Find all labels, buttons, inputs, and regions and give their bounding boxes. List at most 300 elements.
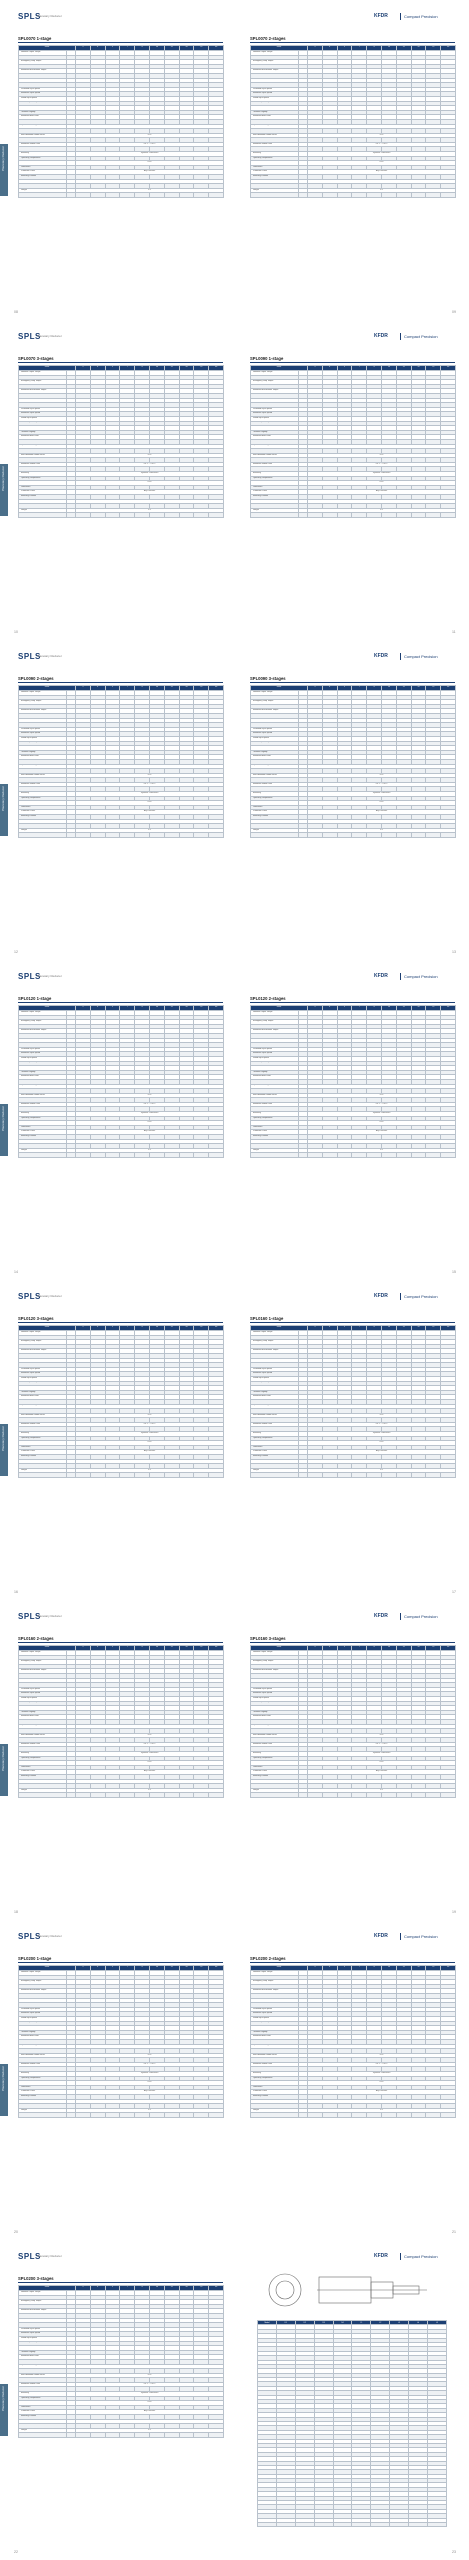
value-cell <box>396 193 411 198</box>
row-label <box>19 193 67 198</box>
row-label: Emergency Stop Torque <box>251 1020 299 1025</box>
row-label: Maximum Radial Load <box>19 1422 67 1427</box>
company-logo <box>374 332 458 341</box>
row-label: Maximum Input Speed <box>19 1052 67 1057</box>
row-label: Maximum Acceleration Torque <box>19 1989 67 1994</box>
value-cell <box>337 1473 352 1478</box>
value-cell <box>337 1153 352 1158</box>
value-cell <box>120 2113 135 2118</box>
row-label: Mounting Position <box>19 495 67 500</box>
span-value-cell: Synthetic Lubrication <box>308 472 456 477</box>
span-value-cell: 0.9 <box>308 188 456 193</box>
value-cell <box>352 1793 367 1798</box>
span-value-cell: -10°C ~ +90°C <box>308 1742 456 1747</box>
row-label: Torsional Rigidity <box>251 2030 299 2035</box>
span-value-cell: Any Direction <box>76 1130 224 1135</box>
row-label: Torsional Rigidity <box>19 1710 67 1715</box>
row-label: Max. Allowable Radial Force <box>19 1093 67 1098</box>
title-rule <box>250 1002 455 1003</box>
row-label: Max. Allowable Radial Force <box>251 1413 299 1418</box>
row-label: Rated Input Speed <box>19 736 67 741</box>
value-cell <box>120 1473 135 1478</box>
span-value-cell: 95% <box>76 1733 224 1738</box>
value-cell <box>164 1473 179 1478</box>
span-value-cell: 95% <box>76 133 224 138</box>
side-tab <box>0 464 8 516</box>
row-label: Protection Class <box>19 2090 67 2095</box>
value-cell <box>352 1153 367 1158</box>
span-value-cell: ≤ 65 <box>308 819 456 824</box>
ratio-header-cell: 8 <box>135 1646 150 1651</box>
catalog-spread <box>0 1610 469 1930</box>
row-label: Permitted Input Speed <box>251 2007 299 2012</box>
row-label: Lubrication <box>19 1125 67 1130</box>
span-value-cell: 0.9 <box>76 508 224 513</box>
span-value-cell: 100 <box>308 1724 456 1729</box>
logo-mark: KFDR <box>374 1613 388 1619</box>
row-label: Operating Temperature <box>19 796 67 801</box>
value-cell <box>396 833 411 838</box>
row-label: Maximum Input Speed <box>19 412 67 417</box>
header-cell: Ratio <box>251 366 308 371</box>
ratio-header-cell: 30 <box>209 1646 224 1651</box>
value-cell <box>135 2113 150 2118</box>
row-label <box>19 513 67 518</box>
row-label: Torsional Rigidity <box>251 1390 299 1395</box>
ratio-header-cell: 4 <box>90 1326 105 1331</box>
row-label: Efficiency <box>19 152 67 157</box>
brand-subtitle: Planetary Reducer <box>37 1614 62 1618</box>
value-cell <box>411 513 426 518</box>
value-cell <box>179 833 194 838</box>
brand-title: SPLS <box>18 1292 41 1301</box>
table-row <box>19 1793 224 1798</box>
row-label: Efficiency <box>19 1432 67 1437</box>
header-cell: Ratio <box>251 46 308 51</box>
ratio-header-cell: 4 <box>322 1646 337 1651</box>
row-label: Permitted Input Speed <box>19 1687 67 1692</box>
row-label: Protection Class <box>19 810 67 815</box>
row-label: Rated Output Torque <box>19 1061 67 1066</box>
span-value-cell: Synthetic Lubrication <box>308 1112 456 1117</box>
row-label: Input Side Bearing <box>251 2044 299 2049</box>
ratio-header-cell: 7 <box>120 686 135 691</box>
row-label: Efficiency <box>251 472 299 477</box>
row-label: Noise Level <box>19 1779 67 1784</box>
spec-table <box>250 1005 456 1158</box>
row-label <box>251 193 299 198</box>
span-value-cell: ≤ 65 <box>308 179 456 184</box>
ratio-header-cell: 25 <box>426 1646 441 1651</box>
spec-table <box>250 1965 456 2118</box>
brand-subtitle: Planetary Reducer <box>37 14 62 18</box>
header-cell: Ratio <box>251 1966 308 1971</box>
row-label: Torsional Rigidity <box>251 430 299 435</box>
ratio-header-cell: 15 <box>396 1966 411 1971</box>
row-label: Input Side Bearing <box>251 444 299 449</box>
logo-mark: KFDR <box>374 13 388 19</box>
spec-table <box>18 685 224 838</box>
table-row <box>19 2113 224 2118</box>
value-cell <box>90 1473 105 1478</box>
brand-subtitle: Planetary Reducer <box>37 654 62 658</box>
row-label: Maximum Acceleration Torque <box>251 709 299 714</box>
row-label: Rated Input Speed <box>19 96 67 101</box>
row-label: Input Side Bearing <box>251 124 299 129</box>
span-value-cell: Synthetic Lubrication <box>308 152 456 157</box>
row-label: Noise Level <box>251 179 299 184</box>
value-cell <box>322 1153 337 1158</box>
row-label: Maximum Input Speed <box>251 1052 299 1057</box>
panel-title: SPL0070 2-stages <box>250 36 286 41</box>
ratio-header-cell: 15 <box>164 1006 179 1011</box>
row-label: Maximum Input Speed <box>251 1372 299 1377</box>
unit-cell <box>67 1153 76 1158</box>
row-label: Operating Temperature <box>19 156 67 161</box>
value-cell <box>308 1473 323 1478</box>
ratio-header-cell: 4 <box>322 366 337 371</box>
value-cell <box>120 1153 135 1158</box>
value-cell <box>352 193 367 198</box>
span-value-cell: ≤ 65 <box>308 1459 456 1464</box>
ratio-header-cell: 4 <box>322 1326 337 1331</box>
spec-panel-left <box>18 1636 223 1866</box>
span-value-cell: 95% <box>308 453 456 458</box>
row-label: Rated Input Speed <box>251 1056 299 1061</box>
unit-cell <box>299 1473 308 1478</box>
span-value-cell: ≤ 65 <box>76 1139 224 1144</box>
value-cell <box>396 1153 411 1158</box>
ratio-header-cell: 5 <box>105 686 120 691</box>
row-label: Nominal Output Torque <box>251 1331 299 1336</box>
row-label: Weight <box>19 1148 67 1153</box>
row-label: Torsional Rigidity <box>251 110 299 115</box>
ratio-header-cell: 10 <box>382 1646 397 1651</box>
span-value-cell: Synthetic Lubrication <box>308 1752 456 1757</box>
value-cell <box>135 1793 150 1798</box>
value-cell <box>441 1793 456 1798</box>
ratio-header-cell: 8 <box>135 686 150 691</box>
row-label: Permitted Input Speed <box>19 87 67 92</box>
page-number: 08 <box>14 310 18 314</box>
ratio-header-cell: 15 <box>396 1646 411 1651</box>
spec-table <box>250 365 456 518</box>
page-number: 20 <box>14 2230 18 2234</box>
value-cell <box>352 1473 367 1478</box>
value-cell <box>367 513 382 518</box>
value-cell <box>382 1793 397 1798</box>
row-label: Maximum Radial Load <box>251 462 299 467</box>
span-value-cell: 100 <box>308 764 456 769</box>
row-label: Maximum Axial Load <box>19 1395 67 1400</box>
row-label: Rated Output Torque <box>251 1061 299 1066</box>
spec-table <box>250 1325 456 1478</box>
panel-title: SPL0120 1-stage <box>18 996 52 1001</box>
value-cell <box>150 193 165 198</box>
span-value-cell: IP65 <box>308 801 456 806</box>
span-value-cell: -10°C ~ +90°C <box>76 142 224 147</box>
value-cell <box>90 1793 105 1798</box>
span-value-cell: Any Direction <box>76 810 224 815</box>
spec-panel-right <box>250 1636 455 1866</box>
value-cell <box>76 513 91 518</box>
row-label <box>251 1793 299 1798</box>
ratio-header-cell: 4 <box>90 686 105 691</box>
row-label: Rated Input Speed <box>19 1056 67 1061</box>
span-value-cell: Synthetic Lubrication <box>76 1112 224 1117</box>
span-value-cell: ≤ 65 <box>308 1139 456 1144</box>
panel-title: SPL0090 3-stages <box>250 676 286 681</box>
span-value-cell: ≤ 65 <box>76 1779 224 1784</box>
row-label: Maximum Acceleration Torque <box>251 1029 299 1034</box>
value-cell <box>396 513 411 518</box>
value-cell <box>179 1793 194 1798</box>
row-label: Maximum Acceleration Torque <box>251 1669 299 1674</box>
logo-tagline: Compact Precision <box>404 1293 438 1299</box>
value-cell <box>90 833 105 838</box>
unit-cell <box>67 2113 76 2118</box>
table-row <box>251 193 456 198</box>
row-label: Max. Allowable Radial Force <box>19 453 67 458</box>
table-row <box>19 1473 224 1478</box>
value-cell <box>194 193 209 198</box>
span-value-cell: 95% <box>308 133 456 138</box>
row-label <box>19 1473 67 1478</box>
row-label: Weight <box>19 2108 67 2113</box>
value-cell <box>441 1473 456 1478</box>
row-label: Operating Temperature <box>251 1116 299 1121</box>
side-tab-label: Planetary Reducer <box>1 2066 5 2091</box>
value-cell <box>322 833 337 838</box>
ratio-header-cell: 5 <box>337 1326 352 1331</box>
value-cell <box>164 193 179 198</box>
row-label: Torsional Rigidity <box>251 750 299 755</box>
row-label: Rated Input Speed <box>19 1696 67 1701</box>
span-value-cell: ≤ 65 <box>76 1459 224 1464</box>
row-label: Permitted Input Speed <box>19 407 67 412</box>
row-label: Emergency Stop Torque <box>19 1660 67 1665</box>
company-logo <box>374 1292 458 1301</box>
row-label: Mounting Position <box>251 1455 299 1460</box>
row-label: Efficiency <box>251 152 299 157</box>
row-label: Lubrication <box>251 165 299 170</box>
logo-mark: KFDR <box>374 1293 388 1299</box>
value-cell <box>441 513 456 518</box>
table-row <box>19 1153 224 1158</box>
span-value-cell: -10°C ~ +90°C <box>76 782 224 787</box>
row-label: Backlash <box>19 78 67 83</box>
row-label: Mounting Position <box>19 2095 67 2100</box>
row-label: Rated Output Torque <box>251 421 299 426</box>
panel-title: SPL0160 2-stages <box>18 1636 54 1641</box>
ratio-header-cell: 5 <box>337 686 352 691</box>
span-value-cell: Synthetic Lubrication <box>308 792 456 797</box>
ratio-header-cell: 5 <box>105 1326 120 1331</box>
value-cell <box>426 1473 441 1478</box>
value-cell <box>105 513 120 518</box>
row-label: Noise Level <box>19 819 67 824</box>
span-value-cell: Any Direction <box>308 1770 456 1775</box>
row-label: Nominal Output Torque <box>19 1651 67 1656</box>
page-header <box>18 1930 458 1944</box>
row-label: Max. Allowable Radial Force <box>251 773 299 778</box>
ratio-header-cell: 7 <box>352 686 367 691</box>
value-cell <box>120 1793 135 1798</box>
row-label: Maximum Input Speed <box>19 1692 67 1697</box>
spec-table <box>18 1325 224 1478</box>
ratio-header-cell: 30 <box>209 1006 224 1011</box>
ratio-header-cell: 30 <box>441 366 456 371</box>
spec-table <box>18 1005 224 1158</box>
logo-divider <box>400 1613 401 1620</box>
title-rule <box>250 1962 455 1963</box>
row-label: Nominal Output Torque <box>251 371 299 376</box>
logo-mark: KFDR <box>374 1933 388 1939</box>
row-label: Torsional Rigidity <box>19 1390 67 1395</box>
row-label: Permitted Input Speed <box>251 727 299 732</box>
row-label: Weight <box>19 1788 67 1793</box>
row-label: Input Side Bearing <box>251 1724 299 1729</box>
ratio-header-cell: 8 <box>135 1006 150 1011</box>
ratio-header-cell: 25 <box>194 1646 209 1651</box>
value-cell <box>150 1473 165 1478</box>
row-label: Maximum Axial Load <box>19 755 67 760</box>
row-label: Nominal Output Torque <box>251 1971 299 1976</box>
row-label: Rated Input Speed <box>251 416 299 421</box>
panel-title: SPL0070 1-stage <box>18 36 52 41</box>
row-label: Input Side Bearing <box>19 764 67 769</box>
row-label: Lubrication <box>251 805 299 810</box>
span-value-cell: Synthetic Lubrication <box>76 792 224 797</box>
span-value-cell: 0.9 <box>308 1468 456 1473</box>
spec-panel-right <box>250 996 455 1226</box>
row-label: Maximum Axial Load <box>251 755 299 760</box>
ratio-header-cell: 10 <box>382 366 397 371</box>
title-rule <box>250 42 455 43</box>
ratio-header-cell: 8 <box>135 366 150 371</box>
row-label: Rated Input Speed <box>251 2016 299 2021</box>
span-value-cell: 0.9 <box>76 828 224 833</box>
ratio-header-cell: 15 <box>164 1326 179 1331</box>
row-label: Max. Allowable Radial Force <box>251 453 299 458</box>
row-label: Protection Class <box>19 1770 67 1775</box>
table-row <box>19 513 224 518</box>
row-label: Mounting Position <box>251 1775 299 1780</box>
row-label: Rated Input Speed <box>19 416 67 421</box>
value-cell <box>209 2113 224 2118</box>
ratio-header-cell: 15 <box>396 366 411 371</box>
row-label: Nominal Output Torque <box>19 1971 67 1976</box>
page-number: 15 <box>452 1270 456 1274</box>
span-value-cell: 100 <box>76 764 224 769</box>
ratio-header-cell: 15 <box>164 366 179 371</box>
value-cell <box>396 1473 411 1478</box>
panel-title: SPL0120 3-stages <box>18 1316 54 1321</box>
span-value-cell: -10°C ~ +90°C <box>76 1742 224 1747</box>
header-cell: Ratio <box>19 1646 76 1651</box>
ratio-header-cell: 20 <box>179 1006 194 1011</box>
span-value-cell: Any Direction <box>308 490 456 495</box>
row-label: Nominal Output Torque <box>19 691 67 696</box>
ratio-header-cell: 4 <box>322 46 337 51</box>
row-label: Maximum Input Speed <box>19 1372 67 1377</box>
header-cell: Ratio <box>19 1006 76 1011</box>
row-label: Maximum Input Speed <box>19 2012 67 2017</box>
ratio-header-cell: 8 <box>135 1326 150 1331</box>
ratio-header-cell: 15 <box>164 46 179 51</box>
row-label: Backlash <box>19 718 67 723</box>
unit-cell <box>299 513 308 518</box>
row-label: Protection Class <box>251 1130 299 1135</box>
ratio-header-cell: 3 <box>308 1966 323 1971</box>
value-cell <box>337 513 352 518</box>
value-cell <box>322 193 337 198</box>
ratio-header-cell: 25 <box>194 1326 209 1331</box>
row-label: Operating Temperature <box>251 476 299 481</box>
ratio-header-cell: 7 <box>352 1326 367 1331</box>
page-header <box>18 650 458 664</box>
ratio-header-cell: 5 <box>337 1646 352 1651</box>
company-logo <box>374 652 458 661</box>
logo-mark: KFDR <box>374 653 388 659</box>
brand-title: SPLS <box>18 332 41 341</box>
row-label: Rated Output Torque <box>251 2021 299 2026</box>
row-label: Max. Allowable Radial Force <box>19 2053 67 2058</box>
row-label: Maximum Radial Load <box>19 2062 67 2067</box>
span-value-cell: Synthetic Lubrication <box>76 2072 224 2077</box>
span-value-cell: 100 <box>76 1084 224 1089</box>
row-label: Operating Temperature <box>251 796 299 801</box>
page-header <box>18 1290 458 1304</box>
row-label: Permitted Input Speed <box>251 1687 299 1692</box>
value-cell <box>209 1793 224 1798</box>
row-label: Lubrication <box>19 485 67 490</box>
value-cell <box>90 513 105 518</box>
side-tab-label: Planetary Reducer <box>1 786 5 811</box>
side-tab <box>0 784 8 836</box>
span-value-cell: IP65 <box>76 1121 224 1126</box>
value-cell <box>367 1793 382 1798</box>
value-cell <box>367 1473 382 1478</box>
ratio-header-cell: 3 <box>308 46 323 51</box>
span-value-cell: 0.9 <box>76 2108 224 2113</box>
value-cell <box>209 1473 224 1478</box>
title-rule <box>18 682 223 683</box>
span-value-cell: 100 <box>308 1404 456 1409</box>
span-value-cell: 100 <box>76 2044 224 2049</box>
value-cell <box>194 1473 209 1478</box>
row-label: Maximum Input Speed <box>251 1692 299 1697</box>
value-cell <box>105 1793 120 1798</box>
row-label: Weight <box>251 508 299 513</box>
span-value-cell: IP65 <box>308 1121 456 1126</box>
row-label: Rated Output Torque <box>251 1701 299 1706</box>
value-cell <box>382 513 397 518</box>
ratio-header-cell: 4 <box>90 1646 105 1651</box>
value-cell <box>441 193 456 198</box>
side-tab-label: Planetary Reducer <box>1 466 5 491</box>
ratio-header-cell: 30 <box>441 686 456 691</box>
header-cell: Ratio <box>19 1966 76 1971</box>
value-cell <box>90 1153 105 1158</box>
row-label: Maximum Axial Load <box>251 1395 299 1400</box>
value-cell <box>411 833 426 838</box>
row-label: Efficiency <box>251 1112 299 1117</box>
row-label: Maximum Radial Load <box>251 1102 299 1107</box>
row-label: Protection Class <box>19 1450 67 1455</box>
page-number: 14 <box>14 1270 18 1274</box>
ratio-header-cell: 8 <box>135 46 150 51</box>
